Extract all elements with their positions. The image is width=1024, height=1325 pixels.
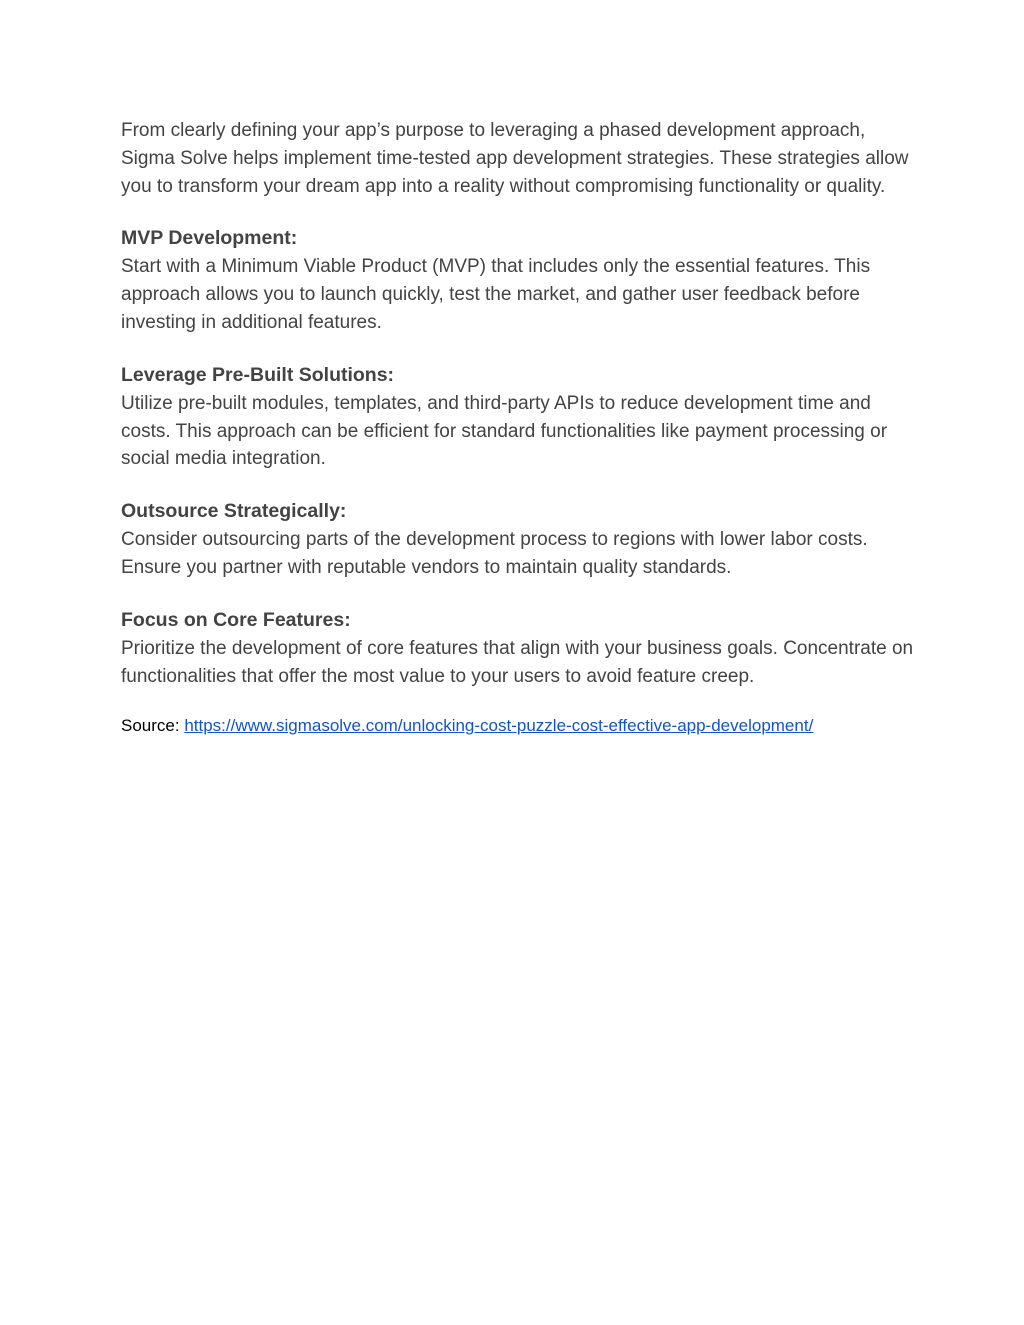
section-body: Utilize pre-built modules, templates, and third-party APIs to reduce development time and costs. This approach can be efficient for standard functionalities like payment processing or social media integration. [121,392,888,470]
section-mvp [121,224,921,336]
section-body: Start with a Minimum Viable Product (MVP) that includes only the essential features. This approach allows you to launch quickly, test the market, and gather user feedback before investing in additional features. [121,256,871,333]
source-line [121,714,921,738]
section-heading: MVP Development: [121,227,298,250]
section-outsource [121,497,921,582]
document-page [121,117,921,738]
intro-paragraph: From clearly defining your app’s purpose to leveraging a phased development approach, Sigma Solve helps implement time-tested app development strategies. These strategies allow you to transform your dream app into a reality without compromising functionality or quality. [121,120,909,197]
section-heading: Focus on Core Features: [121,608,351,631]
section-prebuilt [121,361,921,473]
section-core-features [121,606,921,691]
section-body: Prioritize the development of core features that align with your business goals. Concentrate on functionalities that offer the most value to your users to avoid feature creep. [121,637,914,687]
section-body: Consider outsourcing parts of the development process to regions with lower labor costs. Ensure you partner with reputable vendors to maintain quality standards. [121,529,868,578]
source-label: Source: [121,716,180,736]
section-heading: Leverage Pre-Built Solutions: [121,363,395,386]
source-link[interactable]: https://www.sigmasolve.com/unlocking-cost-puzzle-cost-effective-app-development/ [184,716,814,736]
section-heading: Outsource Strategically: [121,500,347,523]
